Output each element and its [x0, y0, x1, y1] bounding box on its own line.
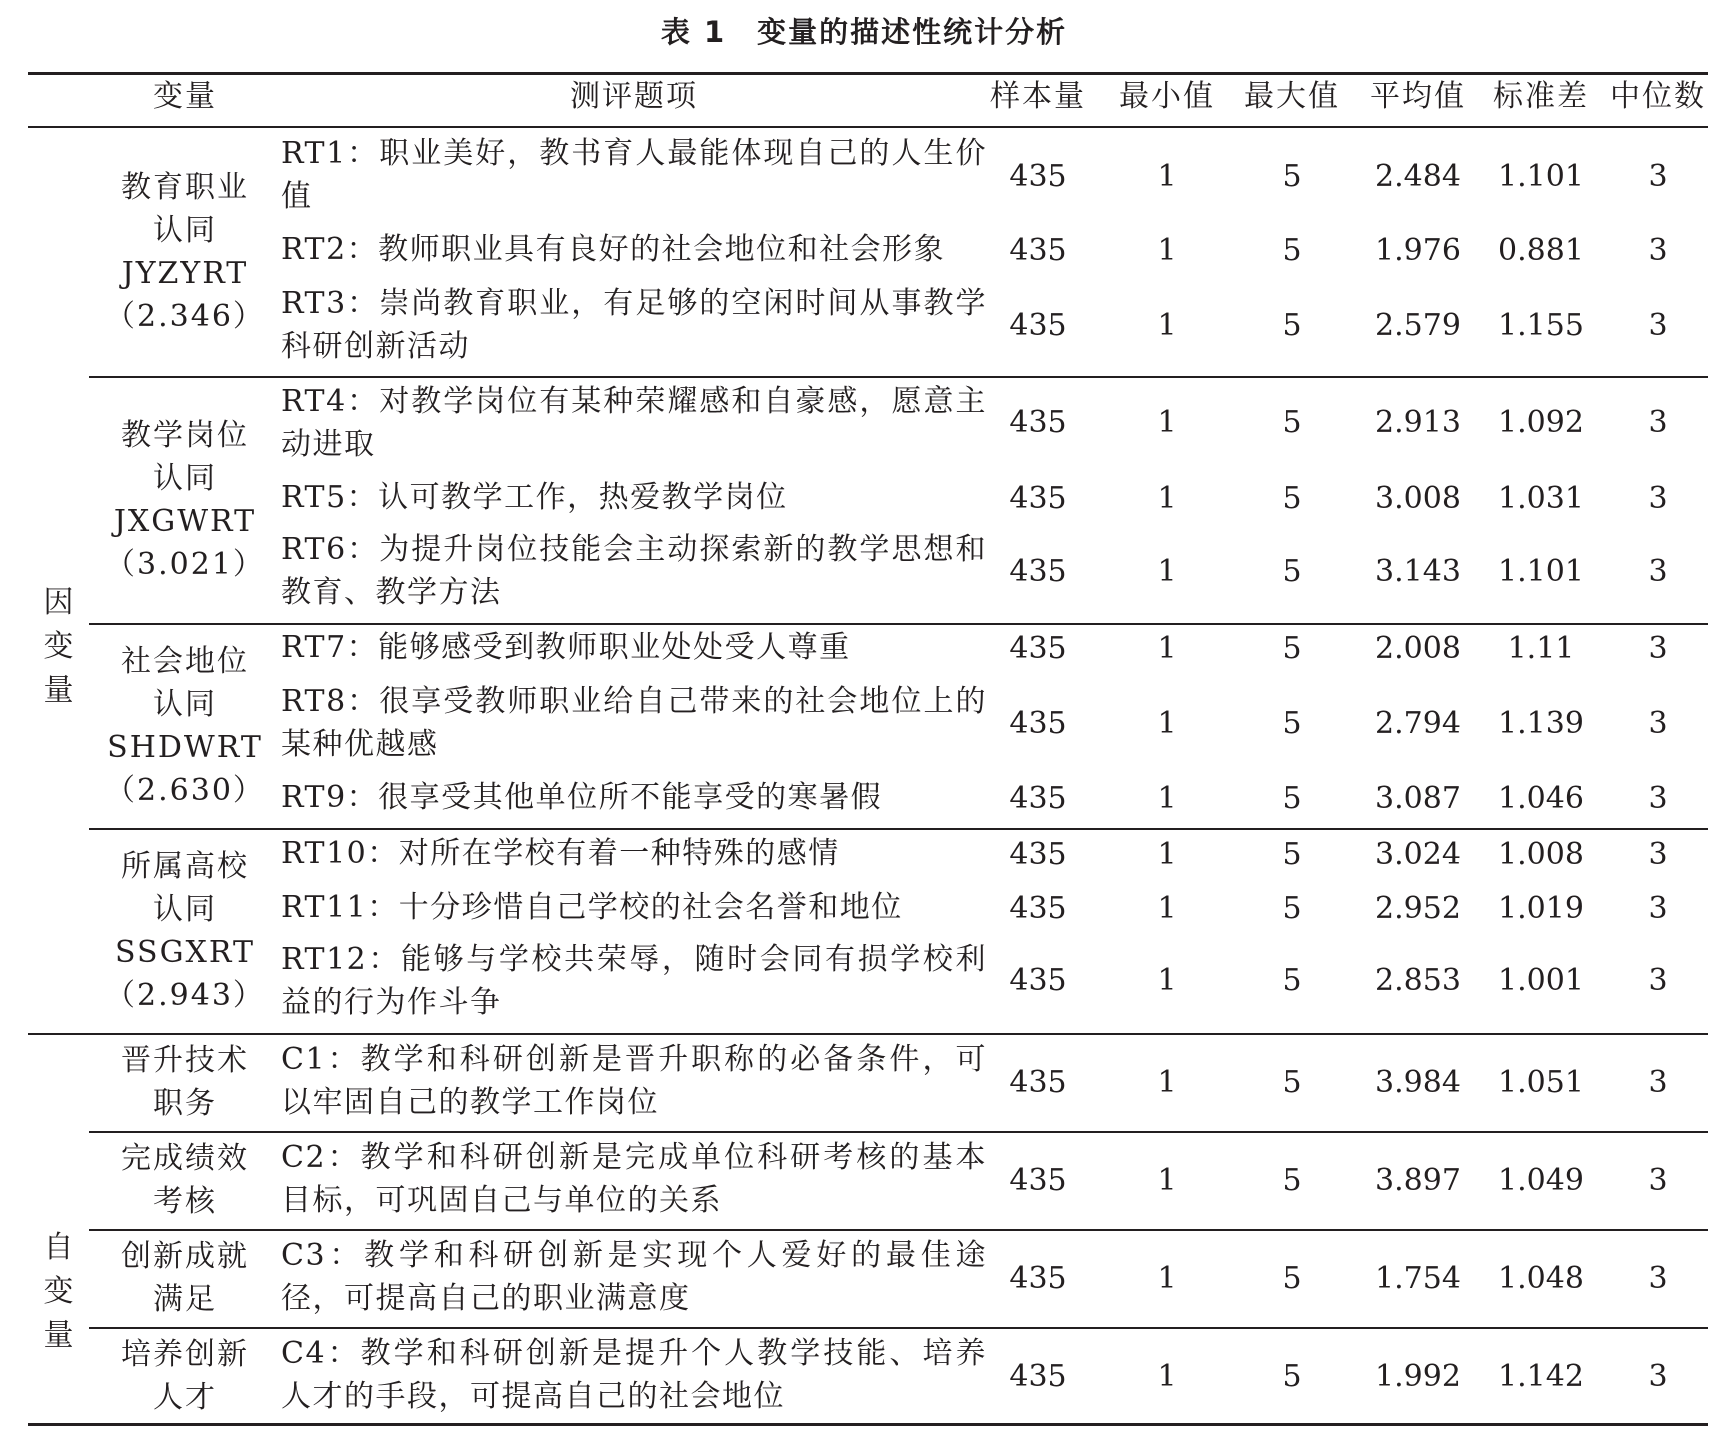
group-line: 职务	[153, 1086, 217, 1121]
mean-value: 1.992	[1375, 1359, 1461, 1394]
section-char: 变	[43, 629, 74, 664]
group-line: 教育职业	[121, 170, 249, 205]
sample-size: 435	[1009, 405, 1067, 440]
header-mean: 平均值	[1370, 79, 1466, 114]
sd-value: 1.142	[1498, 1359, 1584, 1394]
max-value: 5	[1282, 706, 1302, 741]
item-text: RT10：对所在学校有着一种特殊的感情	[281, 836, 840, 871]
mean-value: 3.024	[1375, 837, 1461, 872]
median-value: 3	[1648, 1163, 1668, 1198]
sd-value: 1.031	[1498, 481, 1584, 516]
mean-value: 2.008	[1375, 631, 1461, 666]
sd-value: 1.019	[1498, 891, 1584, 926]
median-value: 3	[1648, 781, 1668, 816]
group-line: 人才	[153, 1380, 217, 1415]
mean-value: 3.143	[1375, 554, 1461, 589]
max-value: 5	[1282, 233, 1302, 268]
group-divider	[89, 1229, 1708, 1231]
mean-value: 1.976	[1375, 233, 1461, 268]
median-value: 3	[1648, 631, 1668, 666]
item-text: C4：教学和科研创新是提升个人教学技能、培养人才的手段，可提高自己的社会地位	[281, 1336, 987, 1414]
mean-value: 2.794	[1375, 706, 1461, 741]
min-value: 1	[1157, 1359, 1177, 1394]
group-line: 认同	[153, 892, 217, 927]
max-value: 5	[1282, 781, 1302, 816]
sample-size: 435	[1009, 963, 1067, 998]
sd-value: 0.881	[1498, 233, 1584, 268]
sample-size: 435	[1009, 1163, 1067, 1198]
sd-value: 1.101	[1498, 554, 1584, 589]
group-line: （3.021）	[105, 547, 265, 582]
sd-value: 1.049	[1498, 1163, 1584, 1198]
max-value: 5	[1282, 1065, 1302, 1100]
header-variable: 变量	[153, 79, 217, 114]
group-line: 满足	[153, 1282, 217, 1317]
section-char: 自	[43, 1230, 74, 1265]
header-median: 中位数	[1610, 79, 1706, 114]
sd-value: 1.008	[1498, 837, 1584, 872]
median-value: 3	[1648, 405, 1668, 440]
median-value: 3	[1648, 891, 1668, 926]
min-value: 1	[1157, 481, 1177, 516]
group-divider	[89, 1131, 1708, 1133]
sample-size: 435	[1009, 781, 1067, 816]
median-value: 3	[1648, 1359, 1668, 1394]
median-value: 3	[1648, 1261, 1668, 1296]
header-rule	[28, 126, 1708, 128]
header-n: 样本量	[990, 79, 1086, 114]
sample-size: 435	[1009, 233, 1067, 268]
max-value: 5	[1282, 837, 1302, 872]
group-promotion	[89, 1036, 281, 1128]
median-value: 3	[1648, 159, 1668, 194]
header-sd: 标准差	[1493, 79, 1589, 114]
median-value: 3	[1648, 963, 1668, 998]
header-min: 最小值	[1119, 79, 1215, 114]
min-value: 1	[1157, 837, 1177, 872]
sd-value: 1.092	[1498, 405, 1584, 440]
item-text: RT9：很享受其他单位所不能享受的寒暑假	[281, 780, 883, 815]
min-value: 1	[1157, 1065, 1177, 1100]
median-value: 3	[1648, 233, 1668, 268]
sample-size: 435	[1009, 481, 1067, 516]
median-value: 3	[1648, 1065, 1668, 1100]
section-independent	[28, 1226, 89, 1358]
median-value: 3	[1648, 706, 1668, 741]
min-value: 1	[1157, 159, 1177, 194]
max-value: 5	[1282, 554, 1302, 589]
min-value: 1	[1157, 308, 1177, 343]
min-value: 1	[1157, 963, 1177, 998]
sample-size: 435	[1009, 706, 1067, 741]
sample-size: 435	[1009, 837, 1067, 872]
max-value: 5	[1282, 481, 1302, 516]
group-divider	[89, 1327, 1708, 1329]
item-text: RT5：认可教学工作，热爱教学岗位	[281, 480, 788, 515]
max-value: 5	[1282, 891, 1302, 926]
item-text: RT7：能够感受到教师职业处处受人尊重	[281, 630, 851, 665]
sample-size: 435	[1009, 1261, 1067, 1296]
min-value: 1	[1157, 405, 1177, 440]
sd-value: 1.139	[1498, 706, 1584, 741]
section-char: 量	[43, 1318, 74, 1353]
group-line: 晋升技术	[121, 1043, 249, 1078]
mean-value: 2.484	[1375, 159, 1461, 194]
section-dependent	[28, 581, 89, 713]
mean-value: 3.087	[1375, 781, 1461, 816]
sd-value: 1.046	[1498, 781, 1584, 816]
max-value: 5	[1282, 963, 1302, 998]
item-text: RT1：职业美好，教书育人最能体现自己的人生价值	[281, 136, 987, 214]
min-value: 1	[1157, 781, 1177, 816]
item-text: RT8：很享受教师职业给自己带来的社会地位上的某种优越感	[281, 684, 987, 762]
mean-value: 3.984	[1375, 1065, 1461, 1100]
group-line: SSGXRT	[115, 935, 255, 970]
max-value: 5	[1282, 308, 1302, 343]
min-value: 1	[1157, 706, 1177, 741]
sd-value: 1.101	[1498, 159, 1584, 194]
sd-value: 1.001	[1498, 963, 1584, 998]
section-char: 量	[43, 673, 74, 708]
sample-size: 435	[1009, 1359, 1067, 1394]
min-value: 1	[1157, 1261, 1177, 1296]
group-line: 所属高校	[121, 849, 249, 884]
bottom-rule	[28, 1423, 1708, 1426]
max-value: 5	[1282, 405, 1302, 440]
sample-size: 435	[1009, 1065, 1067, 1100]
mean-value: 1.754	[1375, 1261, 1461, 1296]
max-value: 5	[1282, 1261, 1302, 1296]
sample-size: 435	[1009, 631, 1067, 666]
item-text: RT6：为提升岗位技能会主动探索新的教学思想和教育、教学方法	[281, 532, 987, 610]
table-caption: 表 1 变量的描述性统计分析	[660, 15, 1068, 49]
group-line: 认同	[153, 687, 217, 722]
max-value: 5	[1282, 1359, 1302, 1394]
group-line: JYZYRT	[121, 256, 249, 291]
median-value: 3	[1648, 554, 1668, 589]
item-text: C3：教学和科研创新是实现个人爱好的最佳途径，可提高自己的职业满意度	[281, 1238, 987, 1316]
group-divider	[89, 623, 1708, 625]
group-divider	[89, 828, 1708, 830]
group-line: JXGWRT	[113, 504, 257, 539]
group-achievement	[89, 1232, 281, 1324]
group-line: 教学岗位	[121, 418, 249, 453]
sample-size: 435	[1009, 891, 1067, 926]
section-char: 因	[43, 585, 74, 620]
sample-size: 435	[1009, 554, 1067, 589]
group-performance	[89, 1134, 281, 1226]
mean-value: 2.579	[1375, 308, 1461, 343]
group-line: 认同	[153, 213, 217, 248]
group-shdwrt	[89, 626, 281, 826]
section-char: 变	[43, 1274, 74, 1309]
max-value: 5	[1282, 159, 1302, 194]
median-value: 3	[1648, 837, 1668, 872]
item-text: RT2：教师职业具有良好的社会地位和社会形象	[281, 232, 946, 267]
min-value: 1	[1157, 233, 1177, 268]
item-text: C2：教学和科研创新是完成单位科研考核的基本目标，可巩固自己与单位的关系	[281, 1140, 987, 1218]
section-divider	[28, 1033, 1708, 1035]
mean-value: 2.913	[1375, 405, 1461, 440]
max-value: 5	[1282, 631, 1302, 666]
group-line: 完成绩效	[121, 1141, 249, 1176]
sd-value: 1.155	[1498, 308, 1584, 343]
mean-value: 2.952	[1375, 891, 1461, 926]
item-text: RT3：崇尚教育职业，有足够的空闲时间从事教学科研创新活动	[281, 286, 987, 364]
min-value: 1	[1157, 631, 1177, 666]
group-talent	[89, 1330, 281, 1422]
sample-size: 435	[1009, 159, 1067, 194]
sd-value: 1.051	[1498, 1065, 1584, 1100]
min-value: 1	[1157, 554, 1177, 589]
max-value: 5	[1282, 1163, 1302, 1198]
mean-value: 3.008	[1375, 481, 1461, 516]
group-ssgxrt	[89, 832, 281, 1030]
sd-value: 1.11	[1507, 631, 1575, 666]
sample-size: 435	[1009, 308, 1067, 343]
header-item: 测评题项	[570, 79, 698, 114]
group-line: 考核	[153, 1184, 217, 1219]
group-line: 社会地位	[121, 644, 249, 679]
group-line: （2.346）	[105, 299, 265, 334]
min-value: 1	[1157, 1163, 1177, 1198]
group-line: 认同	[153, 461, 217, 496]
item-text: RT4：对教学岗位有某种荣耀感和自豪感，愿意主动进取	[281, 384, 987, 462]
group-line: 创新成就	[121, 1239, 249, 1274]
header-max: 最大值	[1244, 79, 1340, 114]
group-line: SHDWRT	[107, 730, 263, 765]
group-divider	[89, 376, 1708, 378]
item-text: RT12：能够与学校共荣辱，随时会同有损学校利益的行为作斗争	[281, 942, 987, 1020]
group-jyzyrt	[89, 132, 281, 372]
group-jxgwrt	[89, 380, 281, 620]
group-line: （2.630）	[105, 773, 265, 808]
item-text: RT11：十分珍惜自己学校的社会名誉和地位	[281, 890, 903, 925]
median-value: 3	[1648, 481, 1668, 516]
mean-value: 2.853	[1375, 963, 1461, 998]
group-line: （2.943）	[105, 978, 265, 1013]
sd-value: 1.048	[1498, 1261, 1584, 1296]
min-value: 1	[1157, 891, 1177, 926]
item-text: C1：教学和科研创新是晋升职称的必备条件，可以牢固自己的教学工作岗位	[281, 1042, 987, 1120]
median-value: 3	[1648, 308, 1668, 343]
mean-value: 3.897	[1375, 1163, 1461, 1198]
group-line: 培养创新	[121, 1337, 249, 1372]
